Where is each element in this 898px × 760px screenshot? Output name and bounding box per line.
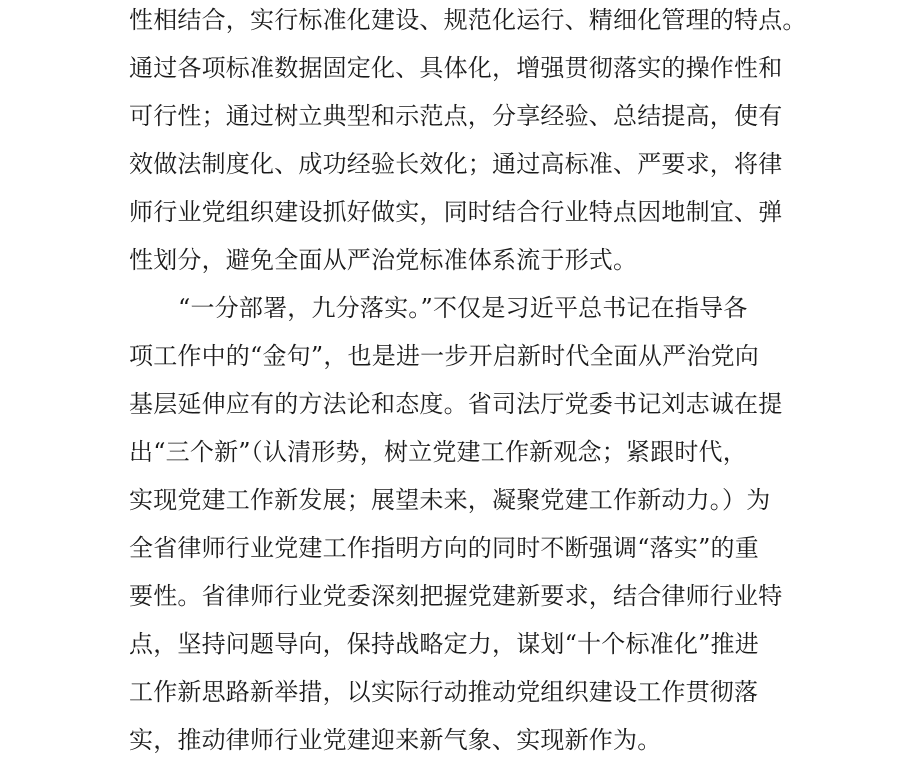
text-line: 全省律师行业党建工作指明方向的同时不断强调“落实”的重 [129, 534, 759, 562]
text-line: 基层延伸应有的方法论和态度。省司法厅党委书记刘志诚在提 [129, 390, 783, 418]
text-line: 项工作中的“金句”，也是进一步开启新时代全面从严治党向 [129, 342, 759, 370]
text-line: 可行性；通过树立典型和示范点，分享经验、总结提高，使有 [129, 102, 783, 130]
text-line: 出“三个新”（认清形势，树立党建工作新观念；紧跟时代， [129, 438, 747, 466]
text-line: 师行业党组织建设抓好做实，同时结合行业特点因地制宜、弹 [129, 198, 783, 226]
text-line: 点，坚持问题导向，保持战略定力，谋划“十个标准化”推进 [129, 630, 759, 658]
text-line: 性相结合，实行标准化建设、规范化运行、精细化管理的特点。 [129, 6, 807, 34]
text-line: 实，推动律师行业党建迎来新气象、实现新作为。 [129, 726, 662, 754]
text-line: 实现党建工作新发展；展望未来，凝聚党建工作新动力。）为 [129, 486, 771, 514]
text-line: 性划分，避免全面从严治党标准体系流于形式。 [129, 246, 638, 274]
text-line: 效做法制度化、成功经验长效化；通过高标准、严要求，将律 [129, 150, 783, 178]
text-line: 要性。省律师行业党委深刻把握党建新要求，结合律师行业特 [129, 582, 783, 610]
text-line: 通过各项标准数据固定化、具体化，增强贯彻落实的操作性和 [129, 54, 783, 82]
paragraph-first-line: “一分部署，九分落实。”不仅是习近平总书记在指导各 [178, 294, 748, 322]
text-line: 工作新思路新举措，以实际行动推动党组织建设工作贯彻落 [129, 678, 759, 706]
